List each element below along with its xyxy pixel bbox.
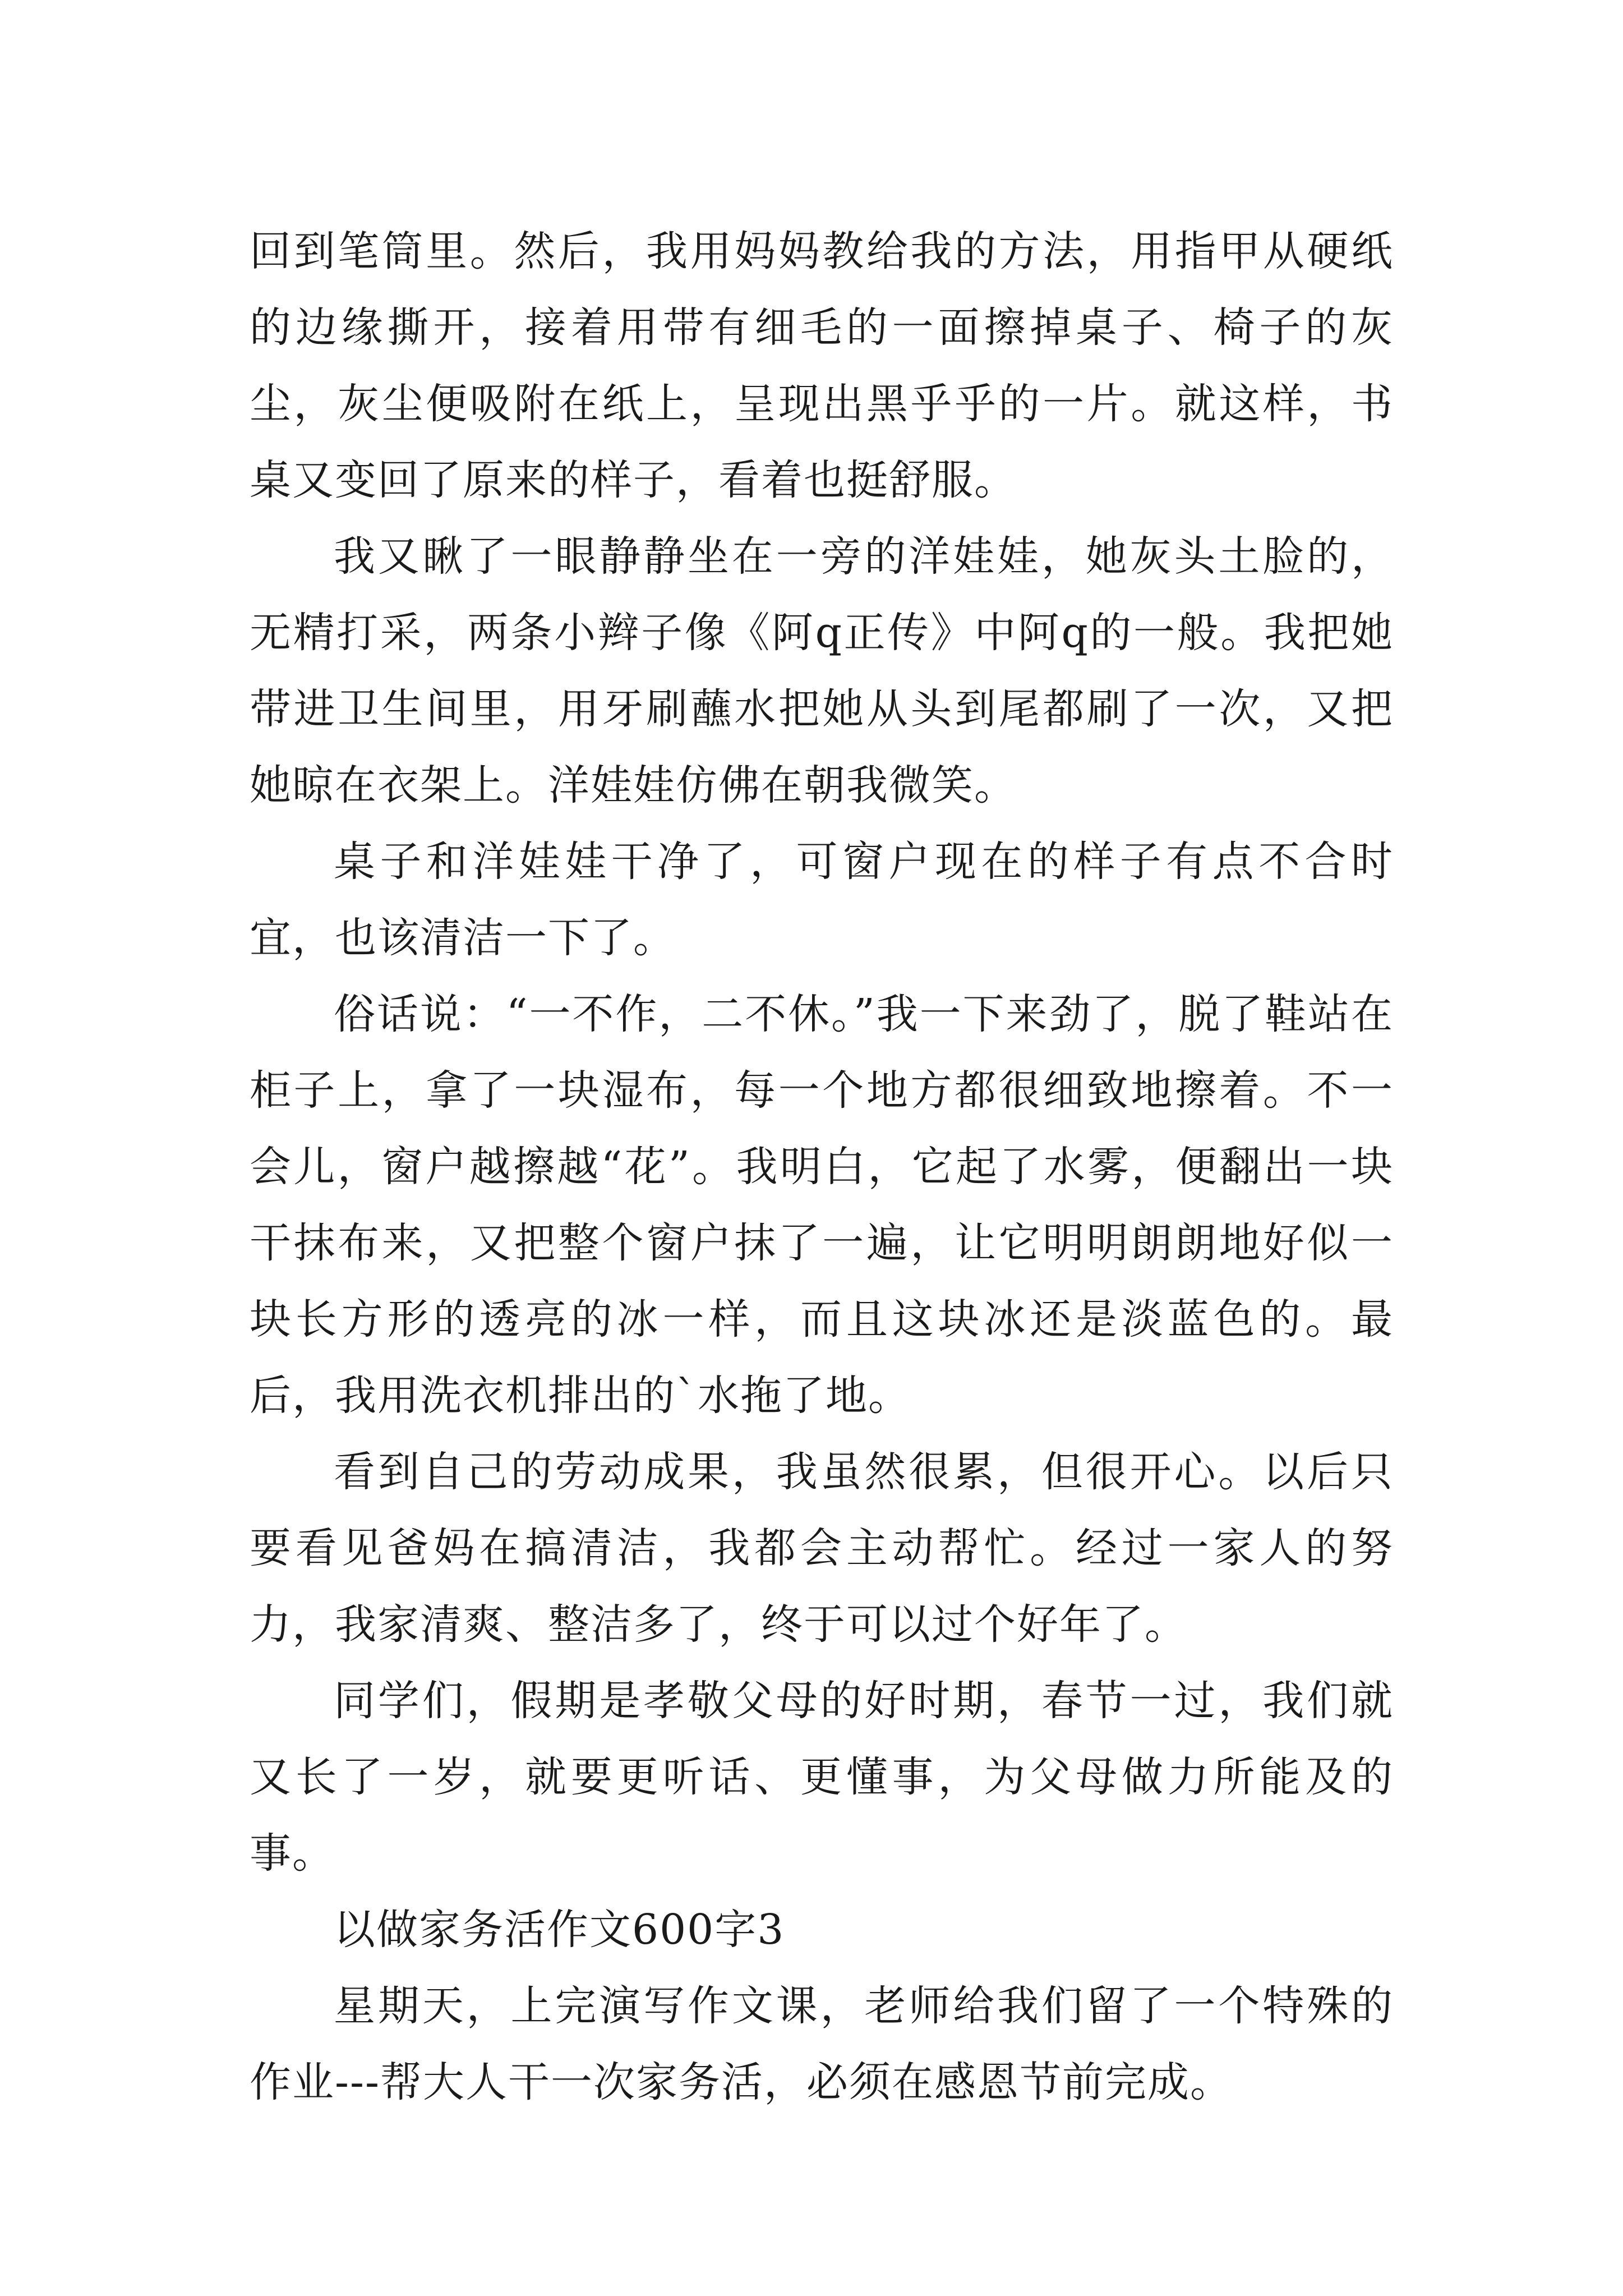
- paragraph-3: 桌子和洋娃娃干净了，可窗户现在的样子有点不合时宜，也该清洁一下了。: [250, 838, 1394, 962]
- paragraph-5: 看到自己的劳动成果，我虽然很累，但很开心。以后只要看见爸妈在搞清洁，我都会主动帮忙。经过一家人的努力，我家清爽、整洁多了，终于可以过个好年了。: [250, 1448, 1394, 1649]
- paragraph-7: 星期天，上完演写作文课，老师给我们留了一个特殊的作业---帮大人干一次家务活，必须在感恩节前完成。: [250, 1982, 1394, 2106]
- section-heading: 以做家务活作文600字3: [334, 1906, 785, 1954]
- paragraph-4: 俗话说：“一不作，二不休。”我一下来劲了，脱了鞋站在柜子上，拿了一块湿布，每一个地方都很细致地擦着。不一会儿，窗户越擦越“花”。我明白，它起了水雾，便翻出一块干抹布来，又把整个窗户抹了一遍，让它明明朗朗地好似一块长方形的透亮的冰一样，而且这块冰还是淡蓝色的。最后，我用洗衣机排出的`水拖了地。: [250, 990, 1394, 1420]
- paragraph-6: 同学们，假期是孝敬父母的好时期，春节一过，我们就又长了一岁，就要更听话、更懂事，为父母做力所能及的事。: [250, 1677, 1394, 1878]
- body-text: [250, 213, 1394, 2120]
- paragraph-1: 回到笔筒里。然后，我用妈妈教给我的方法，用指甲从硬纸的边缘撕开，接着用带有细毛的一面擦掉桌子、椅子的灰尘，灰尘便吸附在纸上，呈现出黑乎乎的一片。就这样，书桌又变回了原来的样子，看着也挺舒服。: [250, 227, 1394, 504]
- paragraph-2: 我又瞅了一眼静静坐在一旁的洋娃娃，她灰头土脸的，无精打采，两条小辫子像《阿q正传》中阿q的一般。我把她带进卫生间里，用牙刷蘸水把她从头到尾都刷了一次，又把她晾在衣架上。洋娃娃仿佛在朝我微笑。: [250, 532, 1394, 809]
